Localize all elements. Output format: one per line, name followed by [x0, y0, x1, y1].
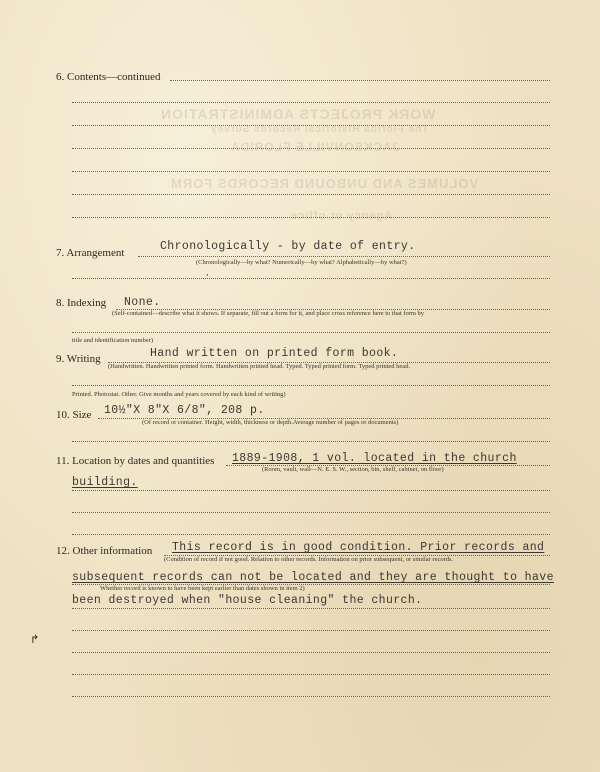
arrangement-value: Chronologically - by date of entry.: [160, 240, 416, 253]
contents-line: [72, 102, 550, 103]
indexing-line: [72, 332, 550, 333]
other-info-value-3: been destroyed when "house cleaning" the church.: [72, 594, 423, 607]
location-value-2: building.: [72, 476, 138, 489]
location-line: [72, 534, 550, 535]
bleed-through-line: The Florida Historical Records Survey: [210, 124, 429, 135]
writing-value: Hand written on printed form book.: [150, 347, 399, 360]
other-info-value: This record is in good condition. Prior records and: [172, 541, 545, 554]
indexing-label: 8. Indexing: [56, 297, 107, 309]
arrangement-line: [72, 278, 550, 279]
indexing-hint: (Self-contained—describe what it shows. If separate, fill out a form for it, and place cross reference here to that form by: [112, 310, 425, 317]
writing-hint-2: Printed. Photostat. Other. Give months and years covered by each kind of writing): [72, 391, 286, 398]
writing-label: 9. Writing: [56, 353, 101, 365]
contents-line: [170, 80, 550, 81]
writing-line: [72, 385, 550, 386]
other-info-line: [72, 630, 550, 631]
location-line: [72, 490, 550, 491]
other-info-line: [72, 696, 550, 697]
contents-line: [72, 217, 550, 218]
writing-hint: (Handwritten. Handwritten printed form. Handwritten printed head. Typed. Typed printed form. Typed printed head.: [108, 363, 411, 370]
other-info-value-2: subsequent records can not be located and they are thought to have: [72, 571, 554, 584]
other-info-line: [72, 674, 550, 675]
bleed-through-line: Agency or office: [290, 210, 393, 222]
size-value: 10½"X 8"X 6/8", 208 p.: [104, 404, 265, 417]
bleed-through-line: VOLUMES AND UNBOUND RECORDS FORM: [170, 176, 479, 191]
other-info-hint: (Condition of record if not good. Relation to other records. Information on prior subsequent, or similar records.: [164, 556, 454, 563]
contents-line: [72, 194, 550, 195]
stray-mark: ,: [206, 268, 209, 277]
location-label: 11. Location by dates and quantities: [56, 455, 215, 467]
contents-line: [72, 148, 550, 149]
bleed-through-line: WORK PROJECTS ADMINISTRATION: [160, 106, 436, 122]
other-info-label: 12. Other information: [56, 545, 153, 557]
location-value: 1889-1908, 1 vol. located in the church: [232, 452, 517, 465]
other-info-hint-2: Whether record is known to have been kept earlier than dates shown in item 2): [100, 585, 305, 592]
indexing-hint-2: title and identification number): [72, 337, 154, 344]
margin-mark: ↱: [30, 633, 40, 646]
size-hint: (Of record or container. Height, width, thickness or depth.Average number of pages or documents): [142, 419, 399, 426]
bleed-through-line: JACKSONVILLE FLORIDA: [230, 140, 400, 154]
size-line: [72, 441, 550, 442]
arrangement-line: [138, 256, 550, 257]
size-label: 10. Size: [56, 409, 92, 421]
indexing-value: None.: [124, 296, 161, 309]
location-line: [72, 512, 550, 513]
location-hint: (Room, vault, wall—N. E. S. W., section, bin, shelf, cabinet, on floor): [262, 466, 444, 473]
other-info-line: [72, 608, 550, 609]
other-info-line: [72, 652, 550, 653]
arrangement-label: 7. Arrangement: [56, 247, 125, 259]
contents-line: [72, 125, 550, 126]
contents-line: [72, 171, 550, 172]
contents-label: 6. Contents—continued: [56, 71, 161, 83]
arrangement-hint: (Chronologically—by what? Numerically—by what? Alphabetically—by what?): [196, 259, 407, 266]
